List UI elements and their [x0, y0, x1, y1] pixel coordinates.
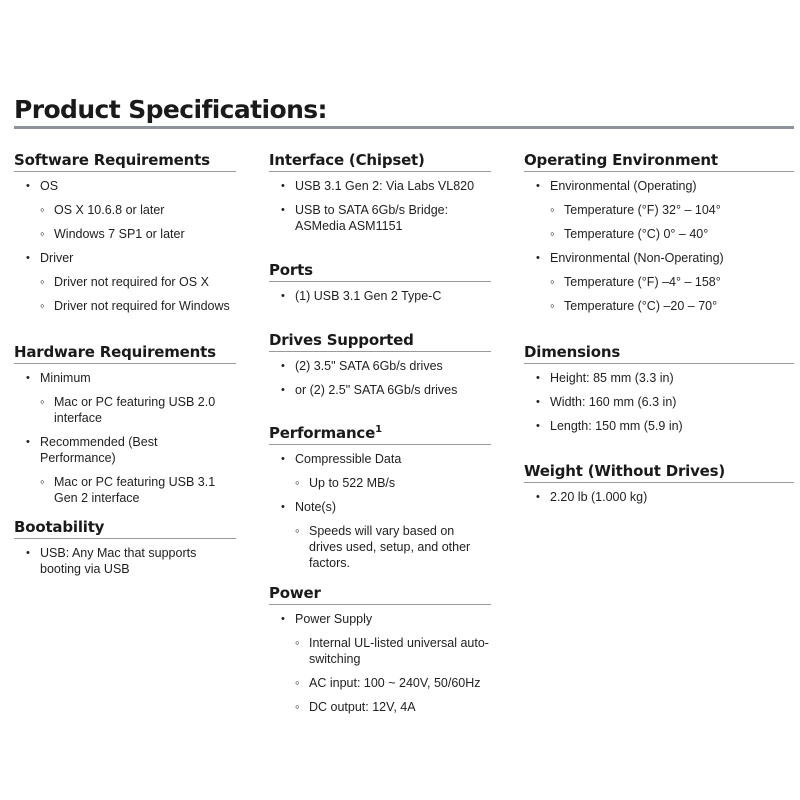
dimensions-section [524, 342, 794, 434]
list-item: ◦ Speeds will vary based on drives used, setup, and other factors. [295, 523, 491, 571]
list-item: • Length: 150 mm (5.9 in) [524, 418, 794, 434]
list-item: • Width: 160 mm (6.3 in) [524, 394, 794, 410]
section-title: Hardware Requirements [14, 342, 236, 364]
operating-environment-section [524, 150, 794, 314]
title-divider [14, 126, 794, 129]
power-section [269, 583, 491, 715]
section-title [269, 423, 491, 445]
section-title: Bootability [14, 517, 236, 539]
list-item: ◦ Driver not required for OS X [40, 274, 236, 290]
list-item: ◦ DC output: 12V, 4A [295, 699, 491, 715]
list-item [14, 178, 236, 242]
performance-section [269, 423, 491, 571]
bullet-list [14, 370, 236, 506]
sub-list [40, 474, 236, 506]
list-item: ◦ OS X 10.6.8 or later [40, 202, 236, 218]
section-title: Power [269, 583, 491, 605]
section-title: Ports [269, 260, 491, 282]
list-item: ◦ Internal UL-listed universal auto-switching [295, 635, 491, 667]
list-item: ◦ Temperature (°C) –20 – 70° [550, 298, 794, 314]
sub-list [550, 274, 794, 314]
sub-list [40, 202, 236, 242]
bootability-section [14, 517, 236, 577]
list-item: • USB: Any Mac that supports booting via USB [14, 545, 236, 577]
hardware-requirements-section [14, 342, 236, 506]
non-operating-label: Environmental (Non-Operating) [550, 251, 724, 265]
notes-label: Note(s) [295, 500, 336, 514]
bullet-list [14, 178, 236, 314]
operating-label: Environmental (Operating) [550, 179, 697, 193]
bullet-list [269, 178, 491, 234]
sub-list [40, 274, 236, 314]
list-item [269, 451, 491, 491]
list-item: ◦ Windows 7 SP1 or later [40, 226, 236, 242]
section-title: Software Requirements [14, 150, 236, 172]
list-item: ◦ Up to 522 MB/s [295, 475, 491, 491]
list-item [269, 611, 491, 715]
ports-section [269, 260, 491, 304]
list-item: • (1) USB 3.1 Gen 2 Type-C [269, 288, 491, 304]
minimum-label: Minimum [40, 371, 91, 385]
section-title: Dimensions [524, 342, 794, 364]
list-item: ◦ Mac or PC featuring USB 2.0 interface [40, 394, 236, 426]
list-item: • USB to SATA 6Gb/s Bridge: ASMedia ASM1151 [269, 202, 491, 234]
compressible-label: Compressible Data [295, 452, 402, 466]
interface-section [269, 150, 491, 234]
bullet-list [269, 611, 491, 715]
section-title: Weight (Without Drives) [524, 461, 794, 483]
section-title: Operating Environment [524, 150, 794, 172]
section-title: Interface (Chipset) [269, 150, 491, 172]
list-item: • or (2) 2.5" SATA 6Gb/s drives [269, 382, 491, 398]
performance-title: Performance [269, 424, 376, 442]
sub-list [295, 635, 491, 715]
list-item: ◦ Temperature (°F) 32° – 104° [550, 202, 794, 218]
list-item: • USB 3.1 Gen 2: Via Labs VL820 [269, 178, 491, 194]
sub-list [40, 394, 236, 426]
drives-supported-section [269, 330, 491, 398]
bullet-list [524, 489, 794, 505]
bullet-list [269, 288, 491, 304]
sub-list [550, 202, 794, 242]
bullet-list [269, 451, 491, 571]
software-requirements-section [14, 150, 236, 314]
recommended-label: Recommended (Best Performance) [40, 435, 158, 465]
section-title: Drives Supported [269, 330, 491, 352]
list-item: ◦ Mac or PC featuring USB 3.1 Gen 2 interface [40, 474, 236, 506]
list-item [524, 178, 794, 242]
list-item: • (2) 3.5" SATA 6Gb/s drives [269, 358, 491, 374]
list-item: ◦ Driver not required for Windows [40, 298, 236, 314]
bullet-list [269, 358, 491, 398]
list-item [524, 250, 794, 314]
list-item: ◦ AC input: 100 ~ 240V, 50/60Hz [295, 675, 491, 691]
bullet-list [524, 370, 794, 434]
list-item [269, 499, 491, 571]
list-item: • 2.20 lb (1.000 kg) [524, 489, 794, 505]
os-label: OS [40, 179, 59, 193]
bullet-list [524, 178, 794, 314]
list-item: ◦ Temperature (°C) 0° – 40° [550, 226, 794, 242]
list-item [14, 250, 236, 314]
sub-list [295, 523, 491, 571]
list-item: ◦ Temperature (°F) –4° – 158° [550, 274, 794, 290]
list-item [14, 370, 236, 426]
page-title: Product Specifications: [14, 95, 327, 124]
bullet-list [14, 545, 236, 577]
driver-label: Driver [40, 251, 74, 265]
list-item [14, 434, 236, 506]
list-item: • Height: 85 mm (3.3 in) [524, 370, 794, 386]
footnote-marker: 1 [375, 424, 382, 435]
weight-section [524, 461, 794, 505]
sub-list [295, 475, 491, 491]
power-supply-label: Power Supply [295, 612, 373, 626]
